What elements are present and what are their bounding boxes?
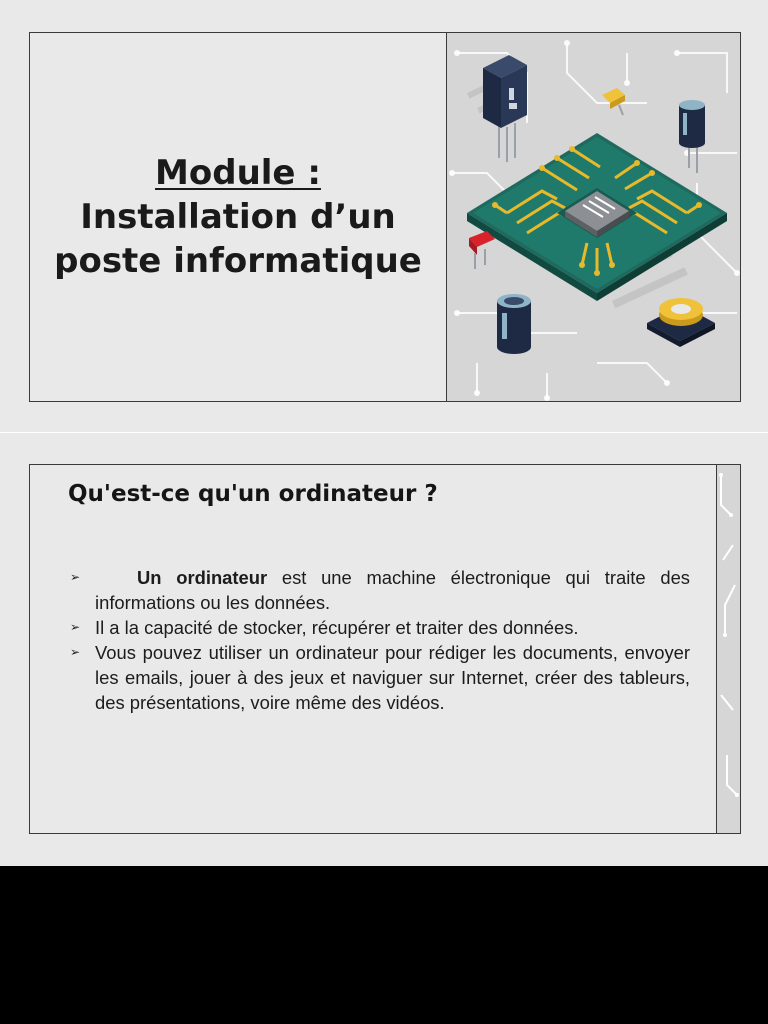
red-resistor [469,231,495,269]
title-line-3: poste informatique [54,241,422,281]
bullet-text-3: Vous pouvez utiliser un ordinateur pour rédiger les documents, envoyer les emails, jouer à des jeux et naviguer sur Internet, créer des tableurs, des présentations, voire même des vidéos. [95,642,690,713]
slide-heading: Qu'est-ce qu'un ordinateur ? [68,481,438,507]
arrow-bullet-icon: ➢ [70,620,81,634]
bullet-item-3 [70,640,690,715]
title-slide [29,32,741,402]
coin-cell-component [647,298,715,347]
bullet-text-1: est une machine électronique qui traite des informations ou les données. [95,567,690,613]
title-box [30,33,446,401]
circuit-board-illustration [446,33,741,401]
transistor-component [483,55,527,162]
arrow-bullet-icon: ➢ [70,645,81,659]
content-slide [29,464,741,834]
circuit-side-strip [716,465,740,833]
module-title: Module : [155,153,321,193]
strip-pattern [717,465,741,833]
bullet-list [70,565,690,715]
bullet-item-2 [70,615,690,640]
arrow-bullet-icon: ➢ [70,570,81,584]
bold-term: Un ordinateur [137,567,268,588]
capacitor-left [497,294,531,354]
bullet-item-1 [70,565,690,615]
yellow-resistor [602,88,625,115]
page-separator [0,432,768,433]
bullet-text-2: Il a la capacité de stocker, récupérer et traiter des données. [95,617,579,638]
circuit-board-image [447,33,741,401]
title-line-2: Installation d’un [80,197,396,237]
capacitor-right [679,100,705,173]
